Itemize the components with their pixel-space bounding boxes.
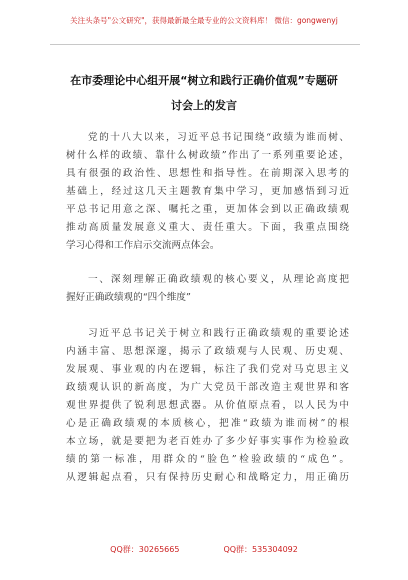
body-line: 心是正确政绩观的本质核心，把准“政绩为谁而树”的根	[66, 418, 349, 429]
document-title-line-1: 在市委理论中心组开展“树立和践行正确价值观”专题研	[70, 74, 338, 87]
body-line: 从逻辑起点看，只有保持历史耐心和战略定力，用正确历	[66, 472, 349, 483]
section-heading-line: 握好正确政绩观的“四个维度”	[66, 292, 191, 303]
body-line: 习近平总书记关于树立和践行正确政绩观的重要论述	[88, 328, 349, 339]
footer-qq-group-1: QQ群：30265665	[110, 545, 180, 554]
body-line: 本立场，就是要把为老百姓办了多少好事实事作为检验政	[66, 436, 349, 447]
body-line: 推动高质量发展意义重大、责任重大。下面，我重点围绕	[66, 222, 349, 233]
document-title-line-2: 讨会上的发言	[171, 99, 237, 112]
section-heading-line: 一、深刻理解正确政绩观的核心要义，从理论高度把	[88, 274, 349, 285]
body-line: 发展观、事业观的内在逻辑，标注了我们党对马克思主义	[66, 364, 349, 375]
body-line: 内涵丰富、思想深邃，揭示了政绩观与人民观、历史观、	[66, 346, 349, 357]
body-line: 绩的第一标准，用群众的“脸色”检验政绩的“成色”。	[66, 454, 349, 465]
body-line: 观世界提供了锐利思想武器。从价值原点看，以人民为中	[66, 400, 349, 411]
body-line: 基础上，经过这几天主题教育集中学习，更加感悟到习近	[66, 186, 349, 197]
body-line: 党的十八大以来，习近平总书记围绕“政绩为谁而树、	[88, 132, 349, 143]
body-line: 政绩观认识的新高度，为广大党员干部改造主观世界和客	[66, 382, 349, 393]
page-footer	[0, 544, 408, 555]
body-line: 具有很强的政治性、思想性和指导性。在前期深入思考的	[66, 168, 349, 179]
header-divider	[50, 44, 360, 45]
body-line: 学习心得和工作启示交流两点体会。	[66, 240, 220, 251]
body-line: 树什么样的政绩、靠什么树政绩”作出了一系列重要论述，	[66, 150, 349, 161]
body-line: 平总书记用意之深、嘱托之重，更加体会到以正确政绩观	[66, 204, 349, 215]
page-header-banner: 关注头条号"公文研究"，获得最新最全最专业的公文资料库！ 微信：gongwenyj	[70, 16, 338, 25]
footer-qq-group-2: QQ群：535304092	[223, 545, 298, 554]
